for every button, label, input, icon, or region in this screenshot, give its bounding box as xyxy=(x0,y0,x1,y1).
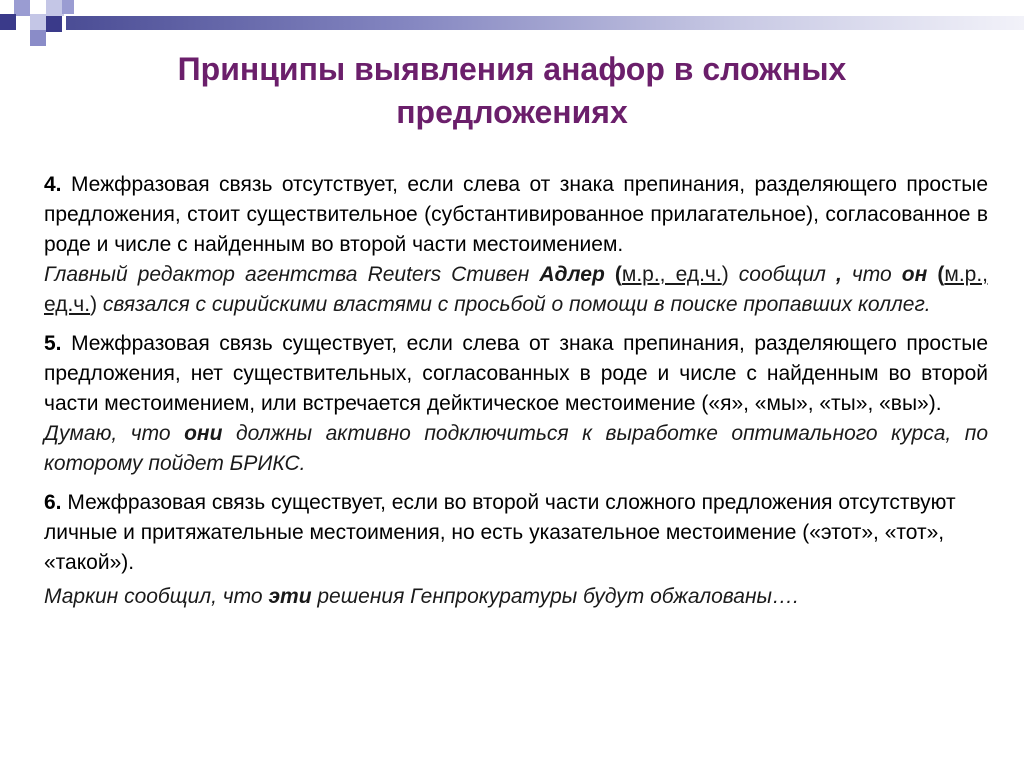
example-comma: , xyxy=(835,263,842,286)
principle-text: Межфразовая связь отсутствует, если слева от знака препинания, разделяющего простые предложения, стоит существительное (субстантивированное прилагательное), согласованное в роде и числе с найденным во второй части местоимением. xyxy=(44,173,988,256)
slide-title xyxy=(40,48,984,134)
example-text: что xyxy=(841,263,902,286)
example-text: Маркин сообщил, что xyxy=(44,585,269,608)
example-text: Думаю, что xyxy=(44,422,185,445)
example-text: связался с сирийскими властями с просьбой о помощи в поиске пропавших коллег. xyxy=(97,293,931,316)
principle-6 xyxy=(44,488,988,578)
example-4 xyxy=(44,260,988,320)
corner-decoration-square xyxy=(0,14,16,30)
principle-number: 4. xyxy=(44,173,62,196)
example-grammar-tag: м.р., ед.ч. xyxy=(44,263,988,316)
corner-decoration-square xyxy=(62,0,74,14)
principle-text: Межфразовая связь существует, если слева от знака препинания, разделяющего простые предложения, нет существительных, согласованных в роде и числе с найденным во второй части местоимением, или встречается дейктическое местоимение («я», «мы», «ты», «вы»). xyxy=(44,332,988,415)
example-paren-open: ( xyxy=(937,263,945,286)
example-anaphor: он xyxy=(901,263,928,286)
corner-decoration-square xyxy=(30,30,46,46)
principle-text: Межфразовая связь существует, если во второй части сложного предложения отсутствуют личные и притяжательные местоимения, но есть указательное местоимение («этот», «тот», «такой»). xyxy=(44,491,956,574)
example-antecedent: Адлер xyxy=(539,263,605,286)
example-space xyxy=(605,263,615,286)
header-gradient-bar xyxy=(66,16,1024,30)
slide-title-line1: Принципы выявления анафор в сложных xyxy=(177,51,847,87)
principle-number: 5. xyxy=(44,332,62,355)
corner-decoration-square xyxy=(14,0,30,16)
example-6 xyxy=(44,582,988,612)
principle-4 xyxy=(44,170,988,260)
example-grammar-tag: м.р., ед.ч. xyxy=(621,263,722,286)
corner-decoration-square xyxy=(46,16,62,32)
example-anaphor: они xyxy=(184,422,223,445)
slide-title-line2: предложениях xyxy=(396,94,628,130)
principle-number: 6. xyxy=(44,491,62,514)
example-paren-close: ) xyxy=(721,263,729,286)
example-text: должны активно подключиться к выработке оптимального курса, по которому пойдет БРИКС. xyxy=(44,422,988,475)
example-text: Главный редактор агентства Reuters Стивен xyxy=(44,263,540,286)
corner-decoration-square xyxy=(30,14,46,30)
example-paren-open: ( xyxy=(614,263,622,286)
example-text: решения Генпрокуратуры будут обжалованы…. xyxy=(311,585,799,608)
example-paren-close: ) xyxy=(90,293,98,316)
example-anaphor: эти xyxy=(268,585,312,608)
principle-5 xyxy=(44,329,988,419)
slide-body xyxy=(44,170,988,612)
example-5 xyxy=(44,419,988,479)
example-space xyxy=(927,263,937,286)
example-text: сообщил xyxy=(728,263,836,286)
